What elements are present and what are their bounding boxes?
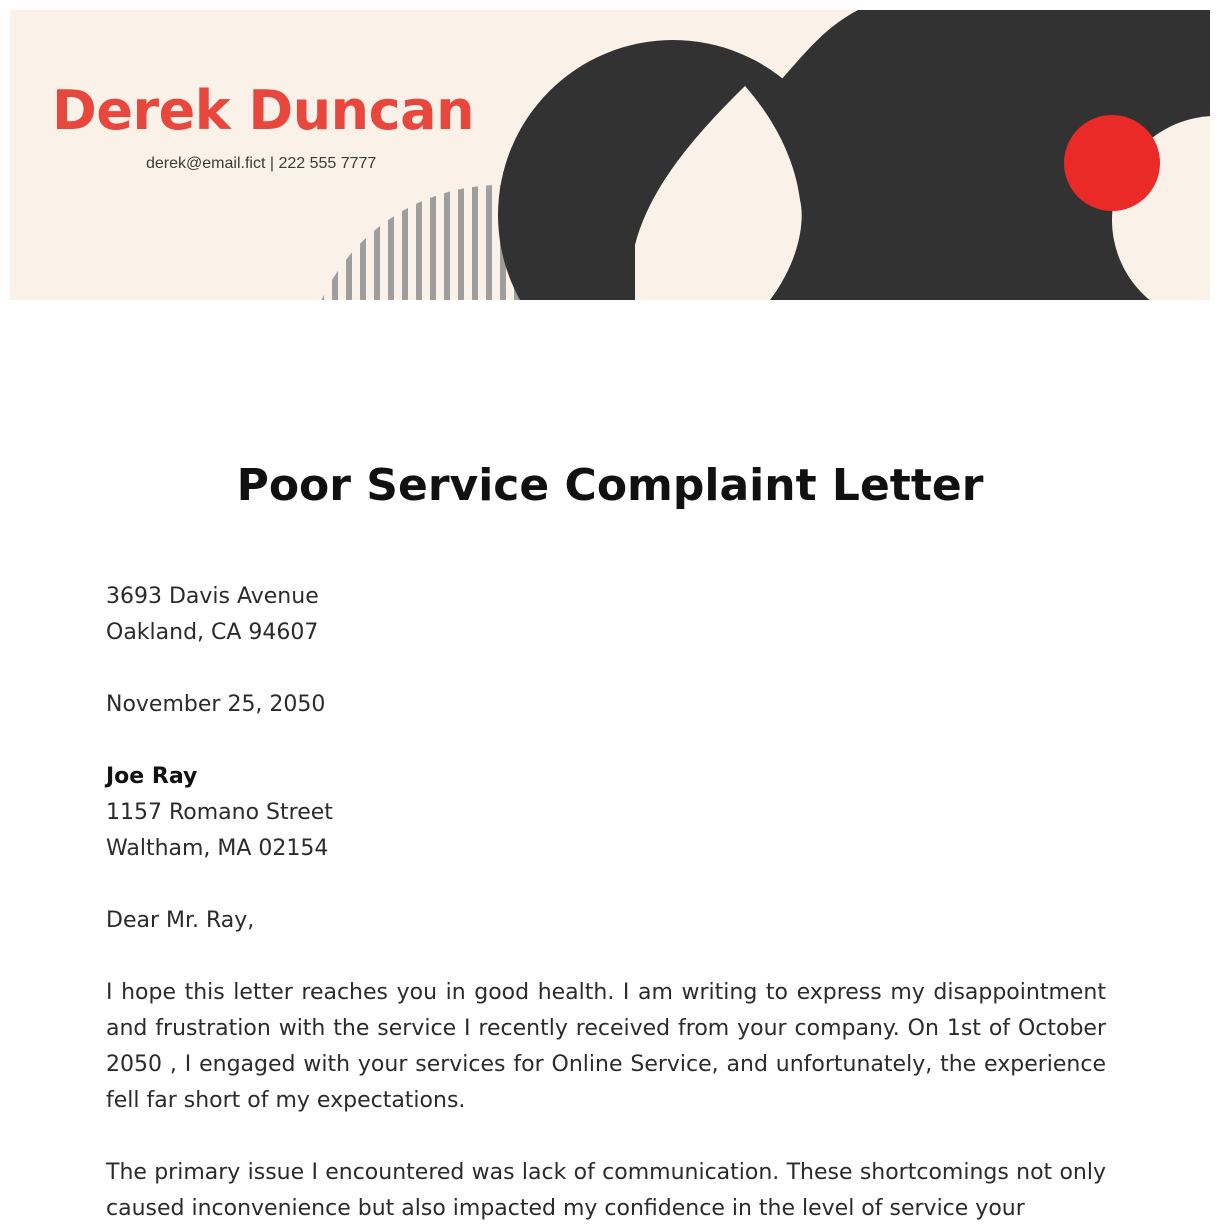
sender-address-line-2: Oakland, CA 94607 — [106, 620, 319, 645]
recipient-address-line-1: 1157 Romano Street — [106, 800, 333, 825]
sender-contact: derek@email.fict | 222 555 7777 — [146, 155, 377, 172]
recipient-address-line-2: Waltham, MA 02154 — [106, 836, 329, 861]
body-paragraph-1: I hope this letter reaches you in good health. I am writing to express my disappointment and frustration with the service I recently received from your company. On 1st of October 2050 , I engaged with your services for Online Service, and unfortunately, the experience fell far short of my expectations. — [106, 980, 1106, 1113]
recipient-name: Joe Ray — [106, 764, 198, 789]
letter-date: November 25, 2050 — [106, 692, 326, 717]
salutation: Dear Mr. Ray, — [106, 908, 255, 933]
letter-body — [106, 579, 1106, 1227]
sender-name: Derek Duncan — [52, 79, 475, 142]
letterhead-banner — [10, 10, 1210, 300]
body-paragraph-2: The primary issue I encountered was lack of communication. These shortcomings not only caused inconvenience but also impacted my confidence in the level of service your — [106, 1160, 1106, 1221]
red-accent-circle — [1064, 115, 1160, 211]
sender-address-line-1: 3693 Davis Avenue — [106, 584, 319, 609]
document-title: Poor Service Complaint Letter — [236, 460, 984, 511]
